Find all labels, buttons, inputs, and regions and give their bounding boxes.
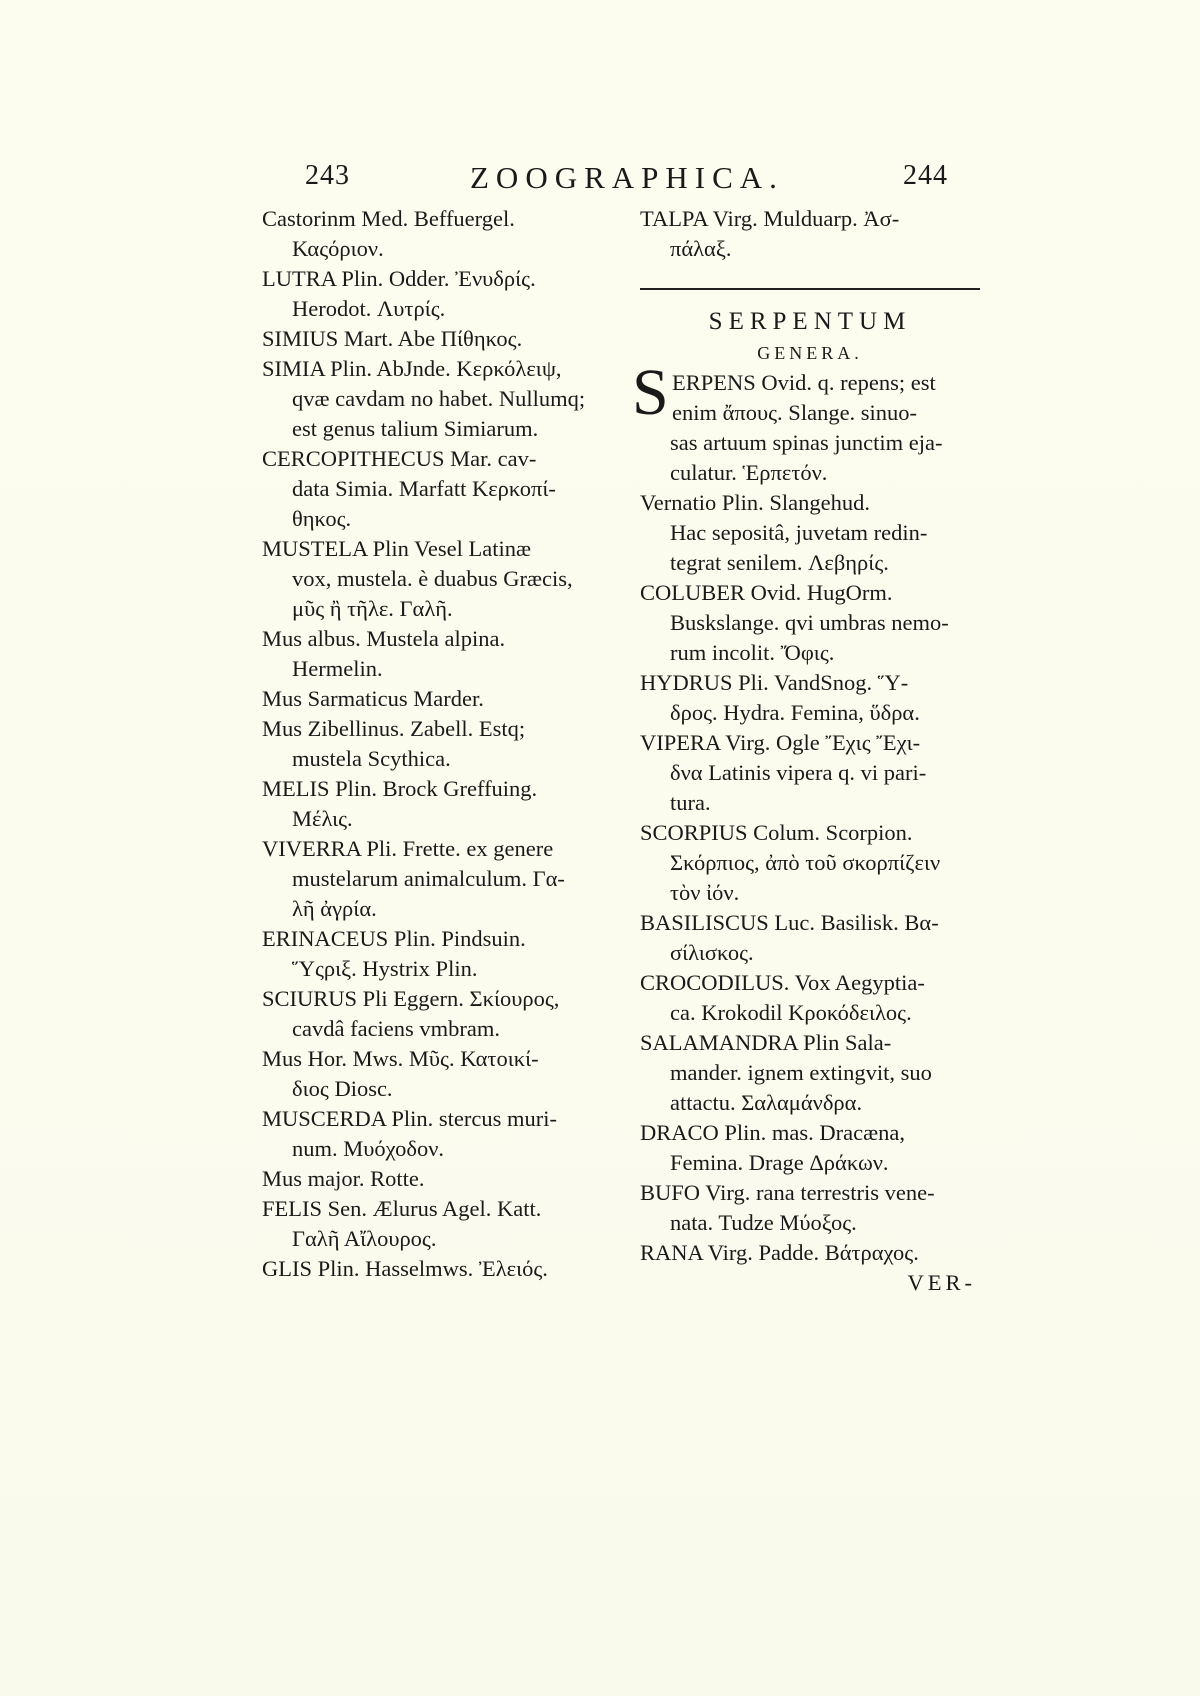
entry-line: δρος. Hydra. Femina, ὕδρα.	[670, 700, 920, 725]
entry-line: BASILISCUS Luc. Basilisk. Βα-	[640, 910, 939, 935]
entry-line: Καςόριον.	[292, 236, 384, 261]
entry-line: Buskslange. qvi umbras nemo-	[670, 610, 949, 635]
entry-line: data Simia. Marfatt Κερκοπί-	[292, 476, 556, 501]
entry-line: qvæ cavdam no habet. Nullumq;	[292, 386, 586, 411]
entry-line: CERCOPITHECUS Mar. cav-	[262, 446, 537, 471]
entry-line: CROCODILUS. Vox Aegyptia-	[640, 970, 925, 995]
dropcap-paragraph	[632, 356, 980, 429]
entry-line: est genus talium Simiarum.	[292, 416, 539, 441]
entry-line: MELIS Plin. Brock Greffuing.	[262, 776, 538, 801]
page-header	[300, 160, 960, 200]
entry-line: SALAMANDRA Plin Sala-	[640, 1030, 892, 1055]
entry-line: GLIS Plin. Hasselmws. Ἐλειός.	[262, 1256, 548, 1281]
page-number-right: 244	[903, 160, 948, 191]
entry-line: VIVERRA Pli. Frette. ex genere	[262, 836, 554, 861]
entry-line: Vernatio Plin. Slangehud.	[640, 490, 870, 515]
entry-line: θηκος.	[292, 506, 352, 531]
entry-line: TALPA Virg. Mulduarp. Ἀσ-	[640, 206, 900, 231]
entry-line: DRACO Plin. mas. Dracæna,	[640, 1120, 905, 1145]
entry-line: tegrat senilem. Λεβηρίς.	[670, 550, 889, 575]
section-divider	[640, 288, 980, 290]
entry-line: VIPERA Virg. Ogle Ἔχις Ἔχι-	[640, 730, 921, 755]
entry-line: διος Diosc.	[292, 1076, 393, 1101]
right-column-top	[640, 204, 980, 264]
section-title: SERPENTUM	[708, 308, 912, 335]
right-column-body	[640, 428, 980, 1268]
entry-line: Μέλις.	[292, 806, 353, 831]
entry-line: rum incolit. Ὄφις.	[670, 640, 835, 665]
entry-line: δνα Latinis vipera q. vi pari-	[670, 760, 927, 785]
entry-line: τὸν ἰόν.	[670, 880, 740, 905]
entry-line: vox, mustela. è duabus Græcis,	[292, 566, 573, 591]
entry-line: Hac sepositâ, juvetam redin-	[670, 520, 928, 545]
entry-line: cavdâ faciens vmbram.	[292, 1016, 501, 1041]
entry-line: μῦς ἢ τῆλε. Γαλῆ.	[292, 596, 453, 621]
section-subtitle: GENERA.	[757, 343, 863, 363]
entry-line: Σκόρπιος, ἀπὸ τοῦ σκορπίζειν	[670, 850, 941, 875]
entry-line: Mus Sarmaticus Marder.	[262, 686, 484, 711]
entry-line: nata. Tudze Μύοξος.	[670, 1210, 857, 1235]
entry-line: MUSCERDA Plin. stercus muri-	[262, 1106, 558, 1131]
entry-line: Mus major. Rotte.	[262, 1166, 425, 1191]
entry-line: Ὕςριξ. Hystrix Plin.	[292, 956, 478, 981]
entry-line: λῆ ἀγρία.	[292, 896, 377, 921]
entry-line: mustela Scythica.	[292, 746, 451, 771]
entry-line: tura.	[670, 790, 711, 815]
entry-line: Castorinm Med. Beffuergel.	[262, 206, 515, 231]
entry-line: πάλαξ.	[670, 236, 732, 261]
entry-line: SCORPIUS Colum. Scorpion.	[640, 820, 913, 845]
entry-line: SIMIUS Mart. Abe Πίθηκος.	[262, 326, 523, 351]
entry-line: σίλισκος.	[670, 940, 754, 965]
running-title: ZOOGRAPHICA.	[470, 160, 784, 195]
entry-line: num. Μυόχοδον.	[292, 1136, 445, 1161]
entry-line: ca. Krokodil Κροκόδειλος.	[670, 1000, 912, 1025]
entry-line: SIMIA Plin. AbJnde. Κερκόλειψ,	[262, 356, 562, 381]
entry-line: Mus albus. Mustela alpina.	[262, 626, 506, 651]
entry-line: Herodot. Λυτρίς.	[292, 296, 446, 321]
entry-line: Hermelin.	[292, 656, 383, 681]
entry-line: COLUBER Ovid. HugOrm.	[640, 580, 893, 605]
entry-line: Femina. Drage Δράκων.	[670, 1150, 889, 1175]
entry-line: sas artuum spinas junctim eja-	[670, 430, 943, 455]
entry-line: BUFO Virg. rana terrestris vene-	[640, 1180, 935, 1205]
entry-line: enim ἄπους. Slange. sinuo-	[672, 400, 918, 425]
entry-line: HYDRUS Pli. VandSnog. Ὕ-	[640, 670, 909, 695]
entry-line: MUSTELA Plin Vesel Latinæ	[262, 536, 531, 561]
catchword: VER-	[907, 1270, 976, 1295]
entry-line: ERINACEUS Plin. Pindsuin.	[262, 926, 526, 951]
entry-line: Mus Hor. Mws. Μῦς. Κατοικί-	[262, 1046, 539, 1071]
entry-line: SCIURUS Pli Eggern. Σκίουρος,	[262, 986, 560, 1011]
entry-line: LUTRA Plin. Odder. Ἐνυδρίς.	[262, 266, 536, 291]
entry-line: mustelarum animalculum. Γα-	[292, 866, 565, 891]
entry-line: mander. ignem extingvit, suo	[670, 1060, 932, 1085]
right-column	[632, 204, 980, 1298]
dropcap-letter: S	[632, 356, 669, 429]
entry-line: Γαλῆ Αἴλουρος.	[292, 1226, 437, 1251]
entry-line: ERPENS Ovid. q. repens; est	[672, 370, 936, 395]
entry-line: FELIS Sen. Ælurus Agel. Katt.	[262, 1196, 542, 1221]
entry-line: Mus Zibellinus. Zabell. Estq;	[262, 716, 526, 741]
entry-line: culatur. Ἑρπετόν.	[670, 460, 828, 485]
entry-line: RANA Virg. Padde. Βάτραχος.	[640, 1240, 919, 1265]
entry-line: attactu. Σαλαμάνδρα.	[670, 1090, 863, 1115]
page-number-left: 243	[305, 160, 350, 191]
left-column	[262, 204, 628, 1284]
